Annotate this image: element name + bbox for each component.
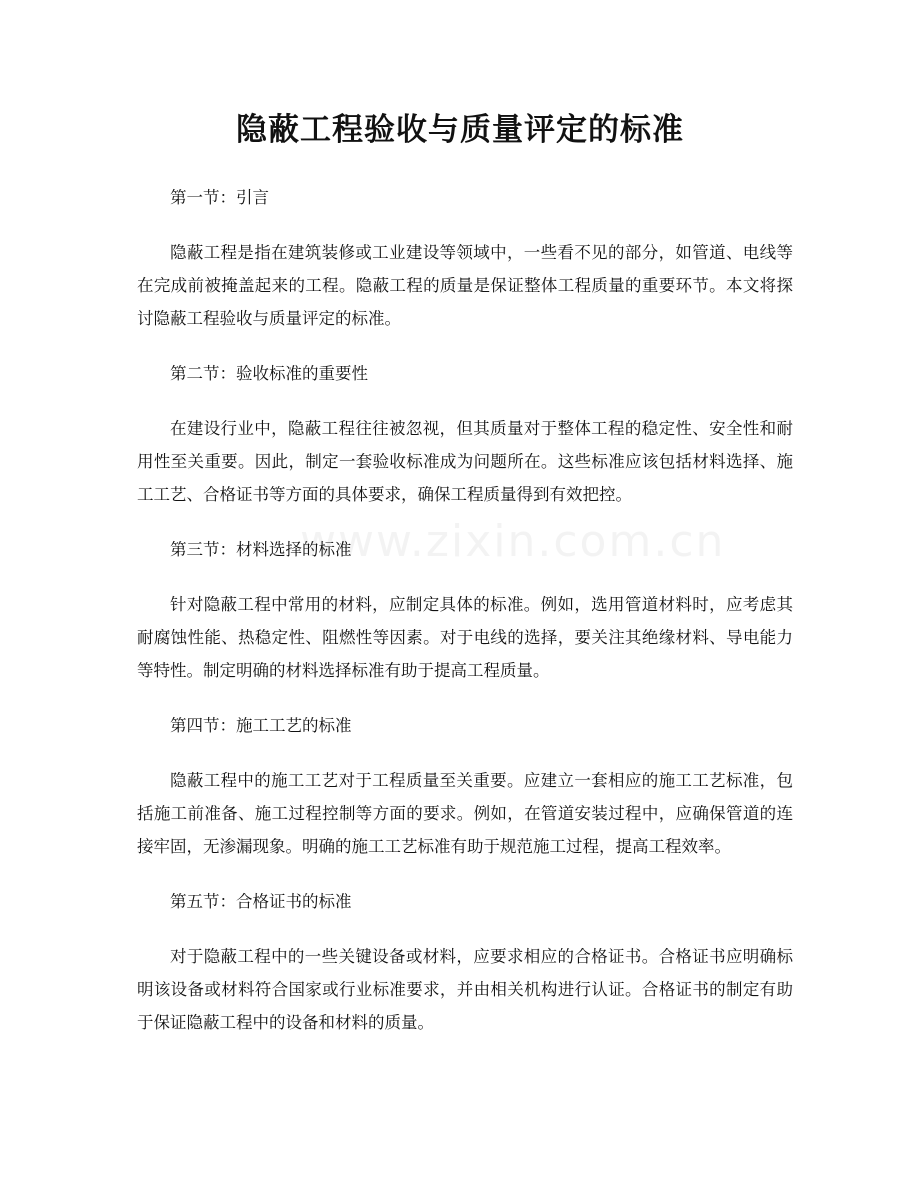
section-paragraph-5: 对于隐蔽工程中的一些关键设备或材料，应要求相应的合格证书。合格证书应明确标明该设备或材料符合国家或行业标准要求，并由相关机构进行认证。合格证书的制定有助于保证隐蔽工程中的设备和材料的质量。 [137, 947, 793, 1032]
section-paragraph-4: 隐蔽工程中的施工工艺对于工程质量至关重要。应建立一套相应的施工工艺标准，包括施工前准备、施工过程控制等方面的要求。例如，在管道安装过程中，应确保管道的连接牢固，无渗漏现象。明确的施工工艺标准有助于规范施工过程，提高工程效率。 [137, 771, 793, 856]
section-paragraph-3: 针对隐蔽工程中常用的材料，应制定具体的标准。例如，选用管道材料时，应考虑其耐腐蚀性能、热稳定性、阻燃性等因素。对于电线的选择，要关注其绝缘材料、导电能力等特性。制定明确的材料选择标准有助于提高工程质量。 [137, 595, 793, 680]
watermark: www.zixin.com.cn [300, 516, 726, 567]
document-title: 隐蔽工程验收与质量评定的标准 [236, 112, 684, 148]
section-heading-5: 第五节：合格证书的标准 [170, 892, 352, 911]
section-heading-4: 第四节：施工工艺的标准 [170, 716, 352, 735]
document-body [137, 181, 793, 1061]
section-paragraph-1: 隐蔽工程是指在建筑装修或工业建设等领域中，一些看不见的部分，如管道、电线等在完成前被掩盖起来的工程。隐蔽工程的质量是保证整体工程质量的重要环节。本文将探讨隐蔽工程验收与质量评定的标准。 [137, 243, 793, 328]
section-paragraph-2: 在建设行业中，隐蔽工程往往被忽视，但其质量对于整体工程的稳定性、安全性和耐用性至关重要。因此，制定一套验收标准成为问题所在。这些标准应该包括材料选择、施工工艺、合格证书等方面的具体要求，确保工程质量得到有效把控。 [137, 419, 793, 504]
section-heading-3: 第三节：材料选择的标准 [170, 540, 352, 559]
section-heading-1: 第一节：引言 [170, 188, 269, 207]
section-heading-2: 第二节：验收标准的重要性 [170, 364, 368, 383]
